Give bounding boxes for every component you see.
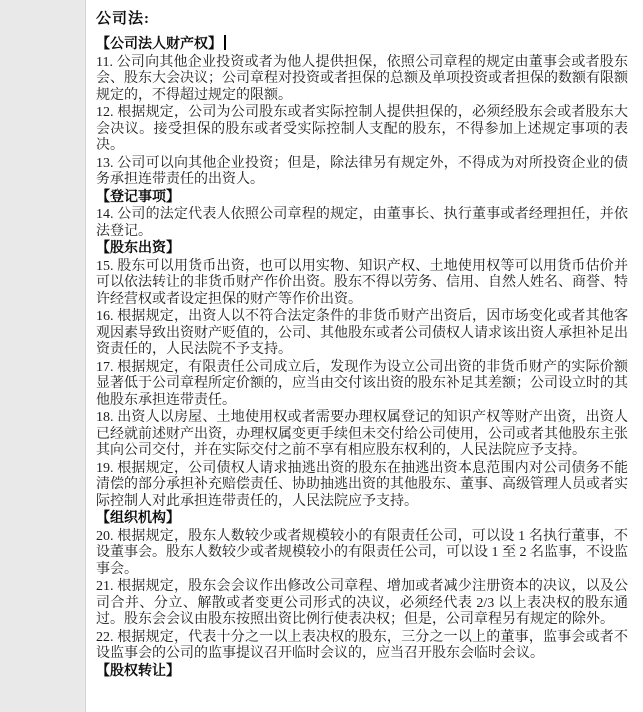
paragraph-17[interactable]: 17. 根据规定，有限责任公司成立后，发现作为设立公司出资的非货币财产的实际价额显著低于公司章程所定价额的，应当由交付该出资的股东补足其差额；公司设立时的其他股东承担连带责任。	[96, 359, 628, 408]
paragraph-22[interactable]: 22. 根据规定，代表十分之一以上表决权的股东，三分之一以上的董事，监事会或者不设监事会的公司的监事提议召开临时会议的，应当召开股东会临时会议。	[96, 629, 628, 661]
document-title[interactable]: 公司法:	[96, 11, 150, 27]
paragraph-20[interactable]: 20. 根据规定，股东人数较少或者规模较小的有限责任公司，可以设 1 名执行董事，不设董事会。股东人数较少或者规模较小的有限责任公司，可以设 1 至 2 名监事，不设监事会。	[96, 528, 628, 577]
paragraph-19[interactable]: 19. 根据规定，公司债权人请求抽逃出资的股东在抽逃出资本息范围内对公司债务不能清偿的部分承担补充赔偿责任、协助抽逃出资的其他股东、董事、高级管理人员或者实际控制人对此承担连带责任的，人民法院应予支持。	[96, 460, 628, 509]
section-heading-shareholder-contribution[interactable]: 【股东出资】	[96, 241, 180, 256]
section-heading-organization[interactable]: 【组织机构】	[96, 511, 180, 526]
section-heading-legal-person-property[interactable]	[96, 35, 628, 54]
paragraph-13[interactable]: 13. 公司可以向其他企业投资；但是，除法律另有规定外，不得成为对所投资企业的债务承担连带责任的出资人。	[96, 155, 628, 187]
heading-text: 【公司法人财产权】	[96, 37, 222, 52]
paragraph-21[interactable]: 21. 根据规定，股东会会议作出修改公司章程、增加或者减少注册资本的决议，以及公司合并、分立、解散或者变更公司形式的决议，必须经代表 2/3 以上表决权的股东通过。股东会会议由股东按照出资比例行使表决权；但是，公司章程另有规定的除外。	[96, 579, 628, 627]
paragraph-16[interactable]: 16. 根据规定，出资人以不符合法定条件的非货币财产出资后，因市场变化或者其他客观因素导致出资财产贬值的，公司、其他股东或者公司债权人请求该出资人承担补足出资责任的，人民法院不予支持。	[96, 309, 628, 357]
section-heading-equity-transfer[interactable]: 【股权转让】	[96, 663, 180, 679]
section-heading-registration[interactable]: 【登记事项】	[96, 189, 180, 205]
paragraph-14[interactable]: 14. 公司的法定代表人依照公司章程的规定，由董事长、执行董事或者经理担任，并依法登记。	[96, 207, 628, 239]
text-cursor	[224, 35, 226, 50]
paragraph-11[interactable]: 11. 公司向其他企业投资或者为他人提供担保，依照公司章程的规定由董事会或者股东会、股东大会决议；公司章程对投资或者担保的总额及单项投资或者担保的数额有限额规定的，不得超过规定的限额。	[96, 54, 628, 103]
paragraph-18[interactable]: 18. 出资人以房屋、土地使用权或者需要办理权属登记的知识产权等财产出资，出资人已经就前述财产出资，办理权属变更手续但未交付给公司使用，公司或者其他股东主张其向公司交付，并在实际交付之前不享有相应股东权利的，人民法院应予支持。	[96, 410, 628, 458]
paragraph-15[interactable]: 15. 股东可以用货币出资，也可以用实物、知识产权、土地使用权等可以用货币估价并可以依法转让的非货币财产作价出资。股东不得以劳务、信用、自然人姓名、商誉、特许经营权或者设定担保的财产等作价出资。	[96, 258, 628, 307]
paragraph-12[interactable]: 12. 根据规定，公司为公司股东或者实际控制人提供担保的，必须经股东会或者股东大会决议。接受担保的股东或者受实际控制人支配的股东，不得参加上述规定事项的表决。	[96, 105, 628, 153]
document-page[interactable]	[85, 0, 643, 712]
